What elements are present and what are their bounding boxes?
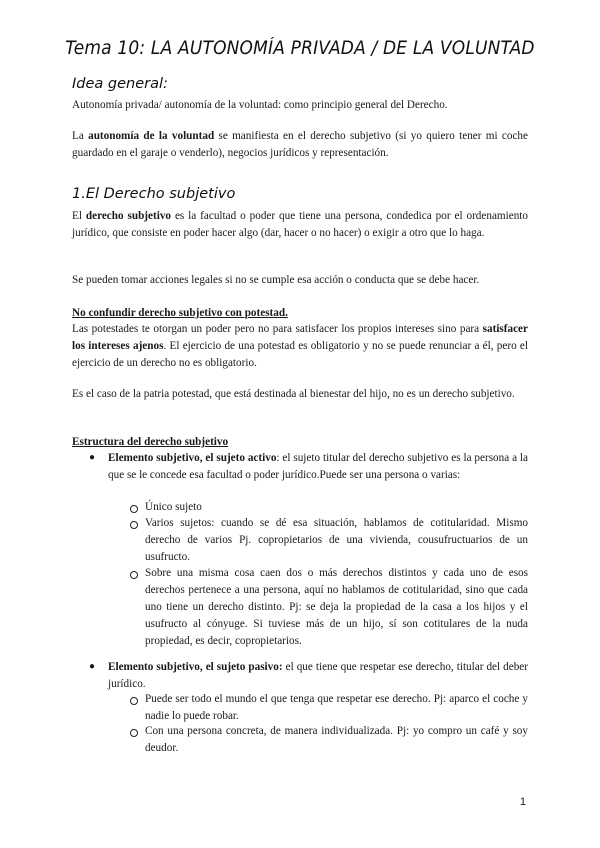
sub-bullet-todo-el-mundo: Puede ser todo el mundo el que tenga que respetar ese derecho. Pj: aparco el coche y nadie lo puede robar. — [145, 693, 528, 722]
section-1-paragraph-4: Es el caso de la patria potestad, que está destinada al bienestar del hijo, no es un derecho subjetivo. — [72, 388, 515, 400]
sub-bullet-circle — [130, 571, 138, 579]
sub-bullet-circle — [130, 729, 138, 737]
sub-bullet-misma-cosa: Sobre una misma cosa caen dos o más derechos distintos y cada uno de esos derechos pertenece a una persona, aquí no hablamos de cotitularidad, sino que cada uno tiene un derecho distinto. Pj: se deja la propiedad de la casa a los hijos y el usufructo al cónyuge. Si tuviese más de un hijo, sí son cotitulares de la nuda propiedad, es decir, copropietarios. — [145, 567, 528, 647]
sub-bullet-circle — [130, 521, 138, 529]
section-1-heading: 1.El Derecho subjetivo — [72, 186, 236, 202]
section-1-paragraph-2: Se pueden tomar acciones legales si no se cumple esa acción o conducta que se debe hacer. — [72, 274, 480, 286]
page-number: 1 — [519, 796, 526, 808]
sub-bullet-circle — [130, 505, 138, 513]
bullet-dot: ● — [89, 661, 96, 672]
sub-bullet-unico-sujeto: Único sujeto — [145, 501, 202, 513]
sub-bullet-varios-sujetos: Varios sujetos: cuando se dé esa situación, hablamos de cotitularidad. Mismo derecho de varios Pj. copropietarios de una vivienda, cousufructuarios de un usufructo. — [145, 517, 528, 563]
idea-general-heading: Idea general: — [72, 76, 168, 92]
idea-general-paragraph-2: La autonomía de la voluntad se manifiesta en el derecho subjetivo (si yo quiero tener mi coche guardado en el garaje o venderlo), negocios jurídicos y representación. — [72, 130, 528, 159]
bullet-sujeto-pasivo: Elemento subjetivo, el sujeto pasivo: el que tiene que respetar ese derecho, titular del deber jurídico. — [108, 661, 528, 690]
page-title: Tema 10: LA AUTONOMÍA PRIVADA / DE LA VOLUNTAD — [65, 38, 535, 59]
section-1-paragraph-3: Las potestades te otorgan un poder pero no para satisfacer los propios intereses sino para satisfacer los intereses ajenos. El ejercicio de una potestad es obligatorio y no se puede renunciar a él, pero el ejercicio de un derecho no es obligatorio. — [72, 323, 528, 369]
idea-general-paragraph-1: Autonomía privada/ autonomía de la voluntad: como principio general del Derecho. — [72, 99, 448, 111]
subheading-potestad: No confundir derecho subjetivo con potestad. — [72, 307, 288, 319]
section-1-paragraph-1: El derecho subjetivo es la facultad o poder que tiene una persona, condedica por el ordenamiento jurídico, que consiste en poder hacer algo (dar, hacer o no hacer) o exigir a otro que lo haga. — [72, 210, 528, 239]
bullet-sujeto-activo: Elemento subjetivo, el sujeto activo: el sujeto titular del derecho subjetivo es la persona a la que se le concede esa facultad o poder jurídico.Puede ser una persona o varias: — [108, 452, 528, 481]
bullet-dot: ● — [89, 452, 96, 463]
sub-bullet-circle — [130, 697, 138, 705]
sub-bullet-persona-concreta: Con una persona concreta, de manera individualizada. Pj: yo compro un café y soy deudor. — [145, 725, 528, 754]
subheading-estructura: Estructura del derecho subjetivo — [72, 436, 229, 448]
